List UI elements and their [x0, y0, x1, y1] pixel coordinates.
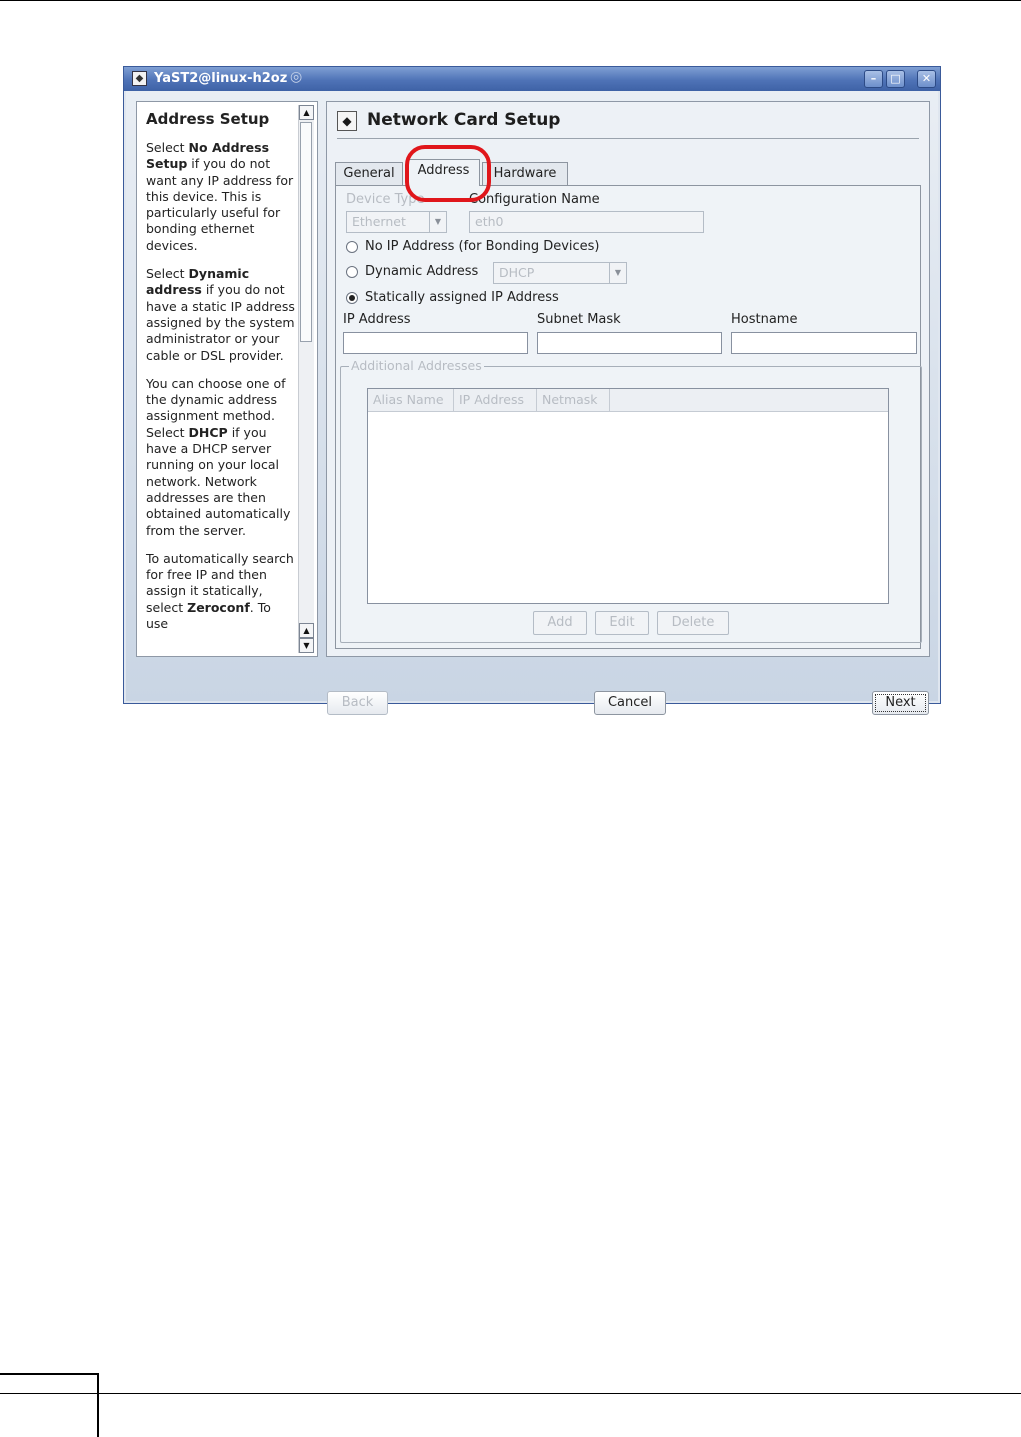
dynamic-method-combo: DHCP ▼: [493, 262, 627, 284]
yast-app-icon: ◆: [132, 71, 147, 86]
additional-addresses-title: Additional Addresses: [351, 358, 482, 373]
chevron-down-icon: ▼: [609, 263, 626, 283]
device-type-label: Device Type: [346, 192, 425, 207]
configuration-name-label: Configuration Name: [469, 192, 600, 207]
edit-button[interactable]: Edit: [595, 611, 649, 635]
column-alias-name: Alias Name: [368, 389, 454, 411]
tab-general[interactable]: General: [335, 162, 403, 185]
back-button[interactable]: Back: [327, 691, 388, 715]
page-title: Network Card Setup: [367, 110, 561, 130]
dynamic-address-label[interactable]: Dynamic Address: [365, 264, 479, 279]
scroll-up-icon[interactable]: ▲: [299, 623, 314, 638]
chevron-down-icon: ▼: [429, 212, 446, 232]
help-paragraph-no-address: Select No Address Setup if you do not want any IP address for this device. This is particularly useful for bonding ethernet devices.: [146, 140, 294, 253]
delete-button[interactable]: Delete: [657, 611, 729, 635]
help-title: Address Setup: [146, 110, 270, 128]
cancel-button[interactable]: Cancel: [594, 691, 666, 715]
tab-hardware[interactable]: Hardware: [482, 162, 568, 185]
page-number-box: [0, 1373, 99, 1437]
hostname-label: Hostname: [731, 312, 798, 327]
dynamic-address-radio[interactable]: [346, 266, 358, 278]
no-ip-address-label[interactable]: No IP Address (for Bonding Devices): [365, 239, 600, 254]
swirl-icon: ◎: [290, 69, 303, 85]
network-card-setup-panel: [326, 101, 930, 657]
ip-address-label: IP Address: [343, 312, 411, 327]
hostname-input[interactable]: [731, 332, 917, 354]
network-card-icon: ◆: [337, 111, 357, 131]
scroll-up-icon[interactable]: ▲: [299, 105, 314, 120]
additional-addresses-table[interactable]: [367, 388, 889, 604]
help-paragraph-zeroconf: To automatically search for free IP and then assign it statically, select Zeroconf. To use: [146, 550, 294, 632]
ip-address-input[interactable]: [343, 332, 528, 354]
table-header: [368, 389, 888, 412]
panel-header: [337, 110, 919, 139]
static-ip-label[interactable]: Statically assigned IP Address: [365, 290, 559, 305]
column-ip-address: IP Address: [454, 389, 537, 411]
next-button[interactable]: Next: [872, 691, 929, 715]
additional-addresses-group: [340, 358, 922, 643]
help-paragraph-dynamic: Select Dynamic address if you do not have a static IP address assigned by the system administrator or your cable or DSL provider.: [146, 266, 295, 363]
address-tab-highlight: [405, 145, 491, 202]
window-client: [126, 91, 938, 710]
address-tab-content: [335, 185, 921, 649]
maximize-button[interactable]: □: [886, 70, 905, 88]
help-scrollbar[interactable]: [298, 105, 314, 653]
window-title: YaST2@linux-h2oz: [154, 71, 288, 86]
no-ip-address-radio[interactable]: [346, 241, 358, 253]
minimize-button[interactable]: –: [864, 70, 883, 88]
static-ip-radio[interactable]: [346, 292, 358, 304]
device-type-combo: Ethernet ▼: [346, 211, 447, 233]
help-text: [146, 102, 296, 644]
help-paragraph-dhcp: You can choose one of the dynamic address assignment method. Select DHCP if you have a DHCP server running on your local network. Network addresses are then obtained automatically from the server.: [146, 375, 291, 538]
subnet-mask-label: Subnet Mask: [537, 312, 621, 327]
page-top-rule: [0, 0, 1021, 1]
tab-address[interactable]: Address: [407, 159, 480, 186]
scroll-down-icon[interactable]: ▼: [299, 638, 314, 653]
close-button[interactable]: ✕: [917, 70, 936, 88]
column-netmask: Netmask: [537, 389, 610, 411]
window-titlebar[interactable]: [124, 67, 940, 91]
page-bottom-rule: [0, 1393, 1021, 1394]
subnet-mask-input[interactable]: [537, 332, 722, 354]
help-panel[interactable]: [136, 101, 318, 657]
scrollbar-thumb[interactable]: [300, 122, 312, 342]
configuration-name-field: eth0: [469, 211, 704, 233]
yast-window: [123, 66, 941, 710]
add-button[interactable]: Add: [533, 611, 587, 635]
